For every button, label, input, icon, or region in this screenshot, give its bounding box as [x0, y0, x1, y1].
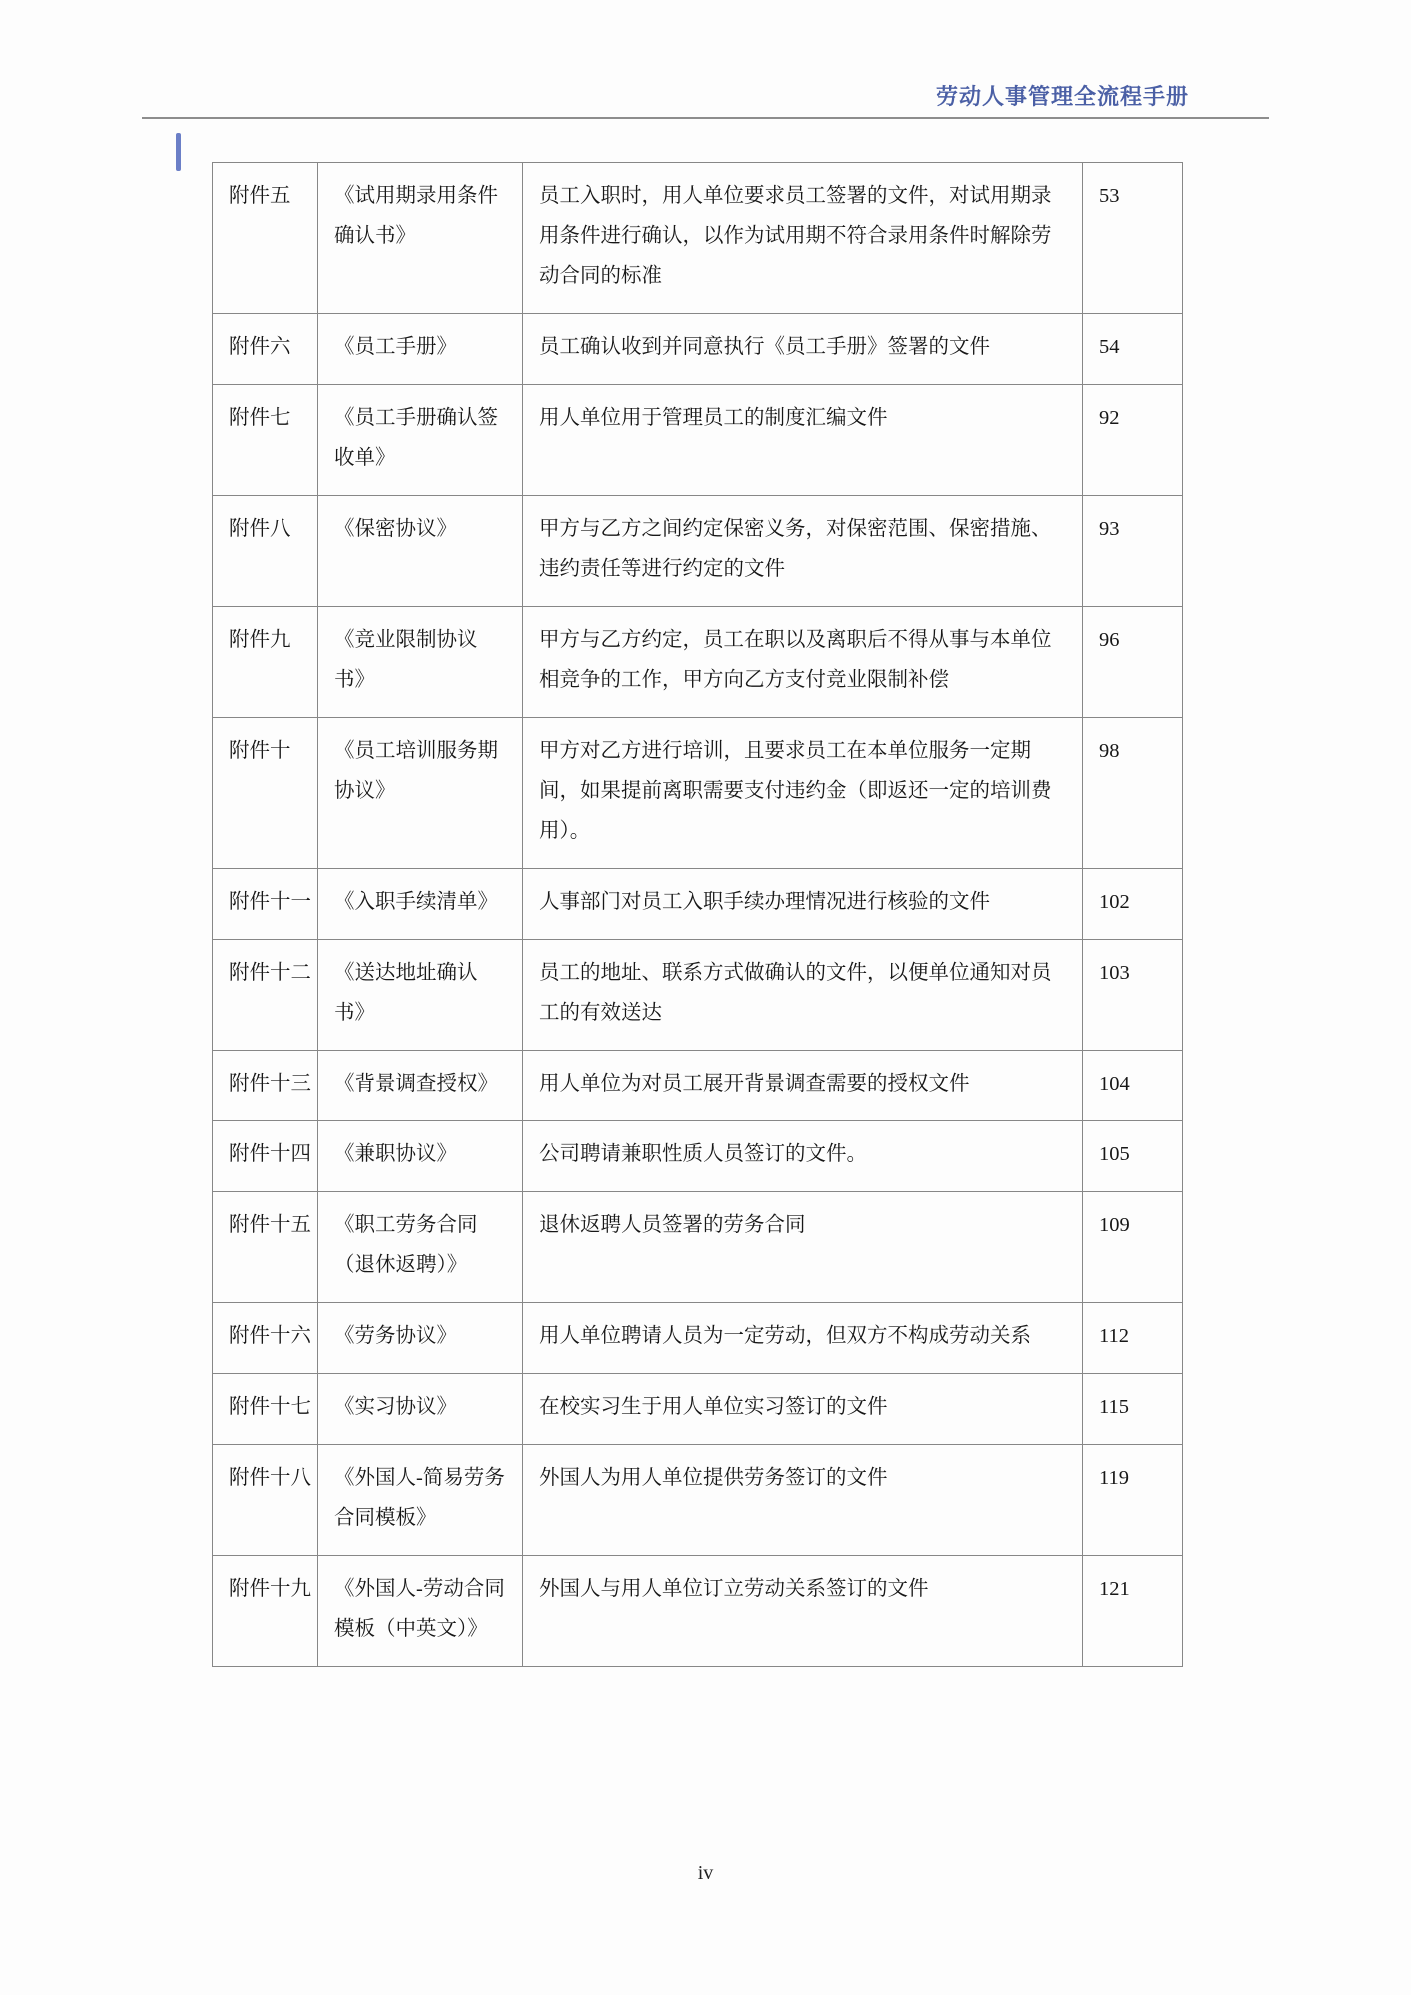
document-name-cell: 《职工劳务合同（退休返聘）》 — [318, 1192, 523, 1303]
table-row — [213, 1050, 1183, 1121]
attachment-number-cell: 附件八 — [213, 495, 318, 606]
description-cell: 在校实习生于用人单位实习签订的文件 — [523, 1374, 1083, 1445]
attachment-number-cell: 附件十五 — [213, 1192, 318, 1303]
document-name-cell: 《外国人-劳动合同模板（中英文）》 — [318, 1556, 523, 1667]
page-number-cell: 93 — [1083, 495, 1183, 606]
table-row — [213, 1121, 1183, 1192]
table-row — [213, 1192, 1183, 1303]
description-cell: 用人单位聘请人员为一定劳动，但双方不构成劳动关系 — [523, 1303, 1083, 1374]
page-number-cell: 53 — [1083, 163, 1183, 314]
document-name-cell: 《入职手续清单》 — [318, 868, 523, 939]
header-divider — [142, 117, 1269, 119]
page-number-cell: 115 — [1083, 1374, 1183, 1445]
attachments-table-body — [213, 163, 1183, 1667]
attachment-number-cell: 附件十二 — [213, 939, 318, 1050]
table-row — [213, 939, 1183, 1050]
page-number-cell: 112 — [1083, 1303, 1183, 1374]
attachment-number-cell: 附件十一 — [213, 868, 318, 939]
page-number-cell: 54 — [1083, 313, 1183, 384]
table-row — [213, 1445, 1183, 1556]
description-cell: 甲方与乙方之间约定保密义务，对保密范围、保密措施、违约责任等进行约定的文件 — [523, 495, 1083, 606]
page-number-cell: 92 — [1083, 384, 1183, 495]
attachment-number-cell: 附件六 — [213, 313, 318, 384]
page-number-cell: 98 — [1083, 717, 1183, 868]
description-cell: 公司聘请兼职性质人员签订的文件。 — [523, 1121, 1083, 1192]
table-row — [213, 868, 1183, 939]
attachment-number-cell: 附件十七 — [213, 1374, 318, 1445]
revision-change-bar — [176, 133, 181, 171]
document-name-cell: 《保密协议》 — [318, 495, 523, 606]
document-name-cell: 《外国人-简易劳务合同模板》 — [318, 1445, 523, 1556]
document-name-cell: 《送达地址确认书》 — [318, 939, 523, 1050]
description-cell: 用人单位为对员工展开背景调查需要的授权文件 — [523, 1050, 1083, 1121]
attachment-number-cell: 附件五 — [213, 163, 318, 314]
document-name-cell: 《员工手册》 — [318, 313, 523, 384]
description-cell: 员工确认收到并同意执行《员工手册》签署的文件 — [523, 313, 1083, 384]
page-number-cell: 121 — [1083, 1556, 1183, 1667]
attachment-number-cell: 附件十六 — [213, 1303, 318, 1374]
document-name-cell: 《兼职协议》 — [318, 1121, 523, 1192]
page-header — [0, 0, 1411, 126]
table-row — [213, 606, 1183, 717]
attachments-table-container — [212, 162, 1182, 1667]
header-title: 劳动人事管理全流程手册 — [935, 84, 1189, 109]
attachment-number-cell: 附件十八 — [213, 1445, 318, 1556]
page-number-cell: 102 — [1083, 868, 1183, 939]
description-cell: 甲方对乙方进行培训，且要求员工在本单位服务一定期间，如果提前离职需要支付违约金（即返还一定的培训费用）。 — [523, 717, 1083, 868]
document-name-cell: 《竞业限制协议书》 — [318, 606, 523, 717]
description-cell: 退休返聘人员签署的劳务合同 — [523, 1192, 1083, 1303]
attachment-number-cell: 附件七 — [213, 384, 318, 495]
document-name-cell: 《劳务协议》 — [318, 1303, 523, 1374]
document-name-cell: 《背景调查授权》 — [318, 1050, 523, 1121]
page-number-cell: 119 — [1083, 1445, 1183, 1556]
table-row — [213, 384, 1183, 495]
description-cell: 用人单位用于管理员工的制度汇编文件 — [523, 384, 1083, 495]
page-number-cell: 105 — [1083, 1121, 1183, 1192]
page-number-cell: 103 — [1083, 939, 1183, 1050]
table-row — [213, 1303, 1183, 1374]
table-row — [213, 313, 1183, 384]
description-cell: 外国人与用人单位订立劳动关系签订的文件 — [523, 1556, 1083, 1667]
table-row — [213, 495, 1183, 606]
page-number-footer: iv — [697, 1862, 714, 1884]
page-number-cell: 104 — [1083, 1050, 1183, 1121]
description-cell: 员工入职时，用人单位要求员工签署的文件，对试用期录用条件进行确认，以作为试用期不符合录用条件时解除劳动合同的标准 — [523, 163, 1083, 314]
table-row — [213, 1374, 1183, 1445]
description-cell: 甲方与乙方约定，员工在职以及离职后不得从事与本单位相竞争的工作，甲方向乙方支付竞业限制补偿 — [523, 606, 1083, 717]
description-cell: 外国人为用人单位提供劳务签订的文件 — [523, 1445, 1083, 1556]
attachment-number-cell: 附件十 — [213, 717, 318, 868]
document-name-cell: 《实习协议》 — [318, 1374, 523, 1445]
attachment-number-cell: 附件十三 — [213, 1050, 318, 1121]
table-row — [213, 1556, 1183, 1667]
attachment-number-cell: 附件十九 — [213, 1556, 318, 1667]
page-number-cell: 109 — [1083, 1192, 1183, 1303]
attachment-number-cell: 附件十四 — [213, 1121, 318, 1192]
document-name-cell: 《员工培训服务期协议》 — [318, 717, 523, 868]
document-name-cell: 《试用期录用条件确认书》 — [318, 163, 523, 314]
attachments-table — [212, 162, 1183, 1667]
table-row — [213, 163, 1183, 314]
table-row — [213, 717, 1183, 868]
document-name-cell: 《员工手册确认签收单》 — [318, 384, 523, 495]
description-cell: 人事部门对员工入职手续办理情况进行核验的文件 — [523, 868, 1083, 939]
description-cell: 员工的地址、联系方式做确认的文件，以便单位通知对员工的有效送达 — [523, 939, 1083, 1050]
attachment-number-cell: 附件九 — [213, 606, 318, 717]
page-number-cell: 96 — [1083, 606, 1183, 717]
